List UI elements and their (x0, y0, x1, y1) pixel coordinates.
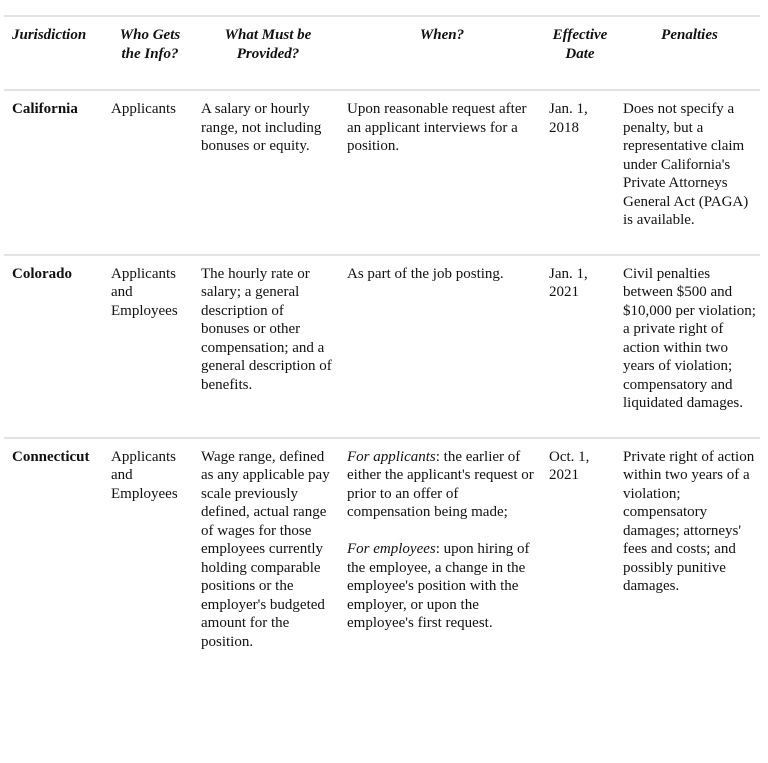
effective-date-cell: Oct. 1, 2021 (549, 448, 590, 483)
table-row-connecticut (4, 438, 760, 676)
what-cell: A salary or hourly range, not including bonuses or equity. (201, 101, 322, 154)
what-cell: Wage range, defined as any applicable pay scale previously defined, actual range of wages for those employees currently holding comparable positions or the employer's budgeted amount for the position. (201, 448, 330, 650)
table-row-california (4, 90, 760, 255)
header-what-must-be-provided: What Must be Provided? (224, 27, 312, 62)
when-applicants (347, 448, 537, 522)
jurisdiction-cell: Connecticut (12, 448, 90, 465)
header-jurisdiction: Jurisdiction (12, 27, 87, 43)
table-row-colorado (4, 255, 760, 438)
what-cell: The hourly rate or salary; a general description of bonuses or other compensation; and a general description of benefits. (201, 265, 332, 393)
when-cell: As part of the job posting. (347, 265, 504, 282)
when-cell (339, 438, 541, 676)
when-applicants-label: For applicants (347, 448, 436, 465)
pay-transparency-table (4, 15, 760, 675)
jurisdiction-cell: California (12, 101, 78, 117)
who-cell: Applicants (111, 101, 176, 117)
header-penalties: Penalties (661, 27, 718, 43)
header-effective-date: Effective Date (552, 27, 608, 62)
when-employees (347, 540, 537, 633)
effective-date-cell: Jan. 1, 2018 (549, 101, 588, 136)
jurisdiction-cell: Colorado (12, 265, 72, 282)
penalties-cell: Private right of action within two years of a violation; compensatory damages; attorneys' fees and costs; and possibly punitive damages. (623, 448, 755, 594)
penalties-cell: Does not specify a penalty, but a representative claim under California's Private Attorneys General Act (PAGA) is available. (623, 101, 749, 228)
header-who-gets-info: Who Gets the Info? (119, 27, 181, 62)
when-cell: Upon reasonable request after an applicant interviews for a position. (347, 101, 527, 154)
when-employees-label: For employees (347, 541, 436, 557)
header-row (4, 16, 760, 90)
effective-date-cell: Jan. 1, 2021 (549, 265, 588, 300)
penalties-cell: Civil penalties between $500 and $10,000 per violation; a private right of action within two years of violation; compensatory and liquidated damages. (623, 265, 756, 411)
who-cell: Applicants and Employees (111, 265, 178, 319)
header-when: When? (419, 27, 465, 43)
who-cell: Applicants and Employees (111, 448, 178, 502)
when-applicants-text: : the earlier of either the applicant's request or prior to an offer of compensation being made; (347, 448, 534, 520)
when-employees-text: : upon hiring of the employee, a change in the employee's position with the employer, or upon the employee's first request. (347, 541, 530, 631)
